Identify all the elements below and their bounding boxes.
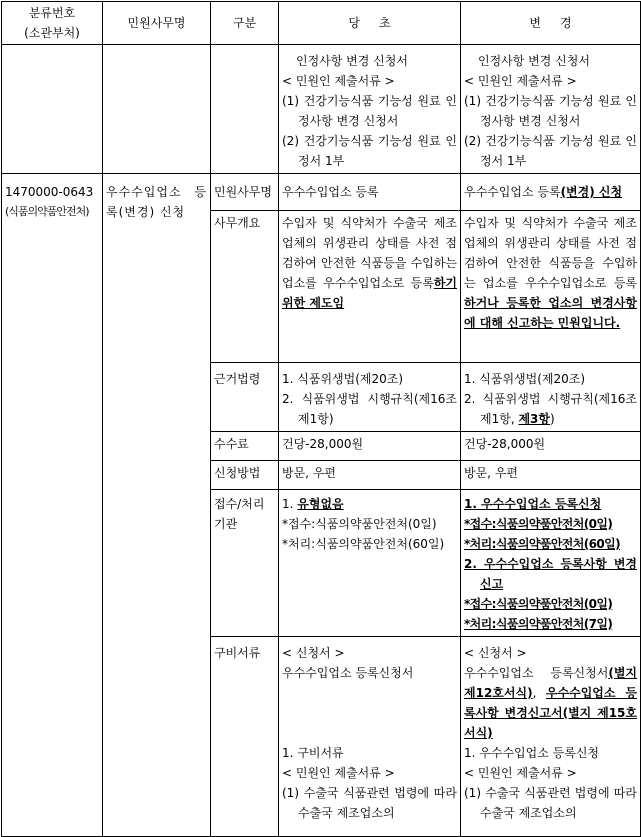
after-docs-header: < 신청서 >: [464, 646, 527, 660]
after-agency-line: 2. 우수수입업소 등록사항 변경신고: [464, 557, 637, 591]
after-agency-line: *접수:식품의약품안전처(0일): [464, 517, 613, 531]
after-docs-form-sep: ,: [532, 686, 546, 700]
after-agency: [461, 490, 641, 637]
after-docs-form-change: 우수수입업소 등록사항 변경신고서(별지 제15호서식): [464, 686, 637, 740]
after-law-item: [464, 389, 637, 429]
before-docs-item: (1) 수출국 식품관련 법령에 따라 수출국 제조업소의: [282, 786, 457, 820]
after-law-item: 1. 식품위생법(제20조): [464, 372, 586, 386]
before-doc-item: (2) 건강기능식품 기능성 원료 인정서 1부: [282, 134, 457, 168]
after-affair-name-text: 우수수입업소 등록: [464, 185, 561, 199]
after-agency-line: *접수:식품의약품안전처(0일): [464, 597, 613, 611]
before-summary: [279, 211, 461, 363]
before-agency-process: *처리:식품의약품안전처(60일): [282, 537, 445, 551]
after-title: 인정사항 변경 신청서: [478, 54, 590, 68]
before-law-item: 2. 식품위생법 시행규칙(제16조 제1항): [282, 392, 457, 426]
label-docs: 구비서류: [211, 637, 279, 837]
before-docs-spacer: [282, 723, 457, 743]
after-docs-form: [464, 663, 637, 743]
header-classification: [2, 2, 103, 45]
before-doc-item: (1) 건강기능식품 기능성 원료 인정사항 변경 신청서: [282, 94, 457, 128]
civil-affairs-comparison-table: [1, 1, 641, 837]
record-name: 우수수입업소 등록(변경) 신청: [106, 185, 207, 219]
before-docs-spacer: [282, 703, 457, 723]
after-agency-line: 1. 우수수입업소 등록신청: [464, 497, 602, 511]
continued-empty-3: [211, 45, 279, 174]
after-affair-name-change: (변경) 신청: [560, 185, 623, 199]
before-docs-items-title: 1. 구비서류: [282, 746, 344, 760]
label-method: 신청방법: [211, 461, 279, 490]
before-title: 인정사항 변경 신청서: [296, 54, 408, 68]
after-affair-name: [461, 174, 641, 211]
continued-after: [461, 45, 641, 174]
record-name-cell: [103, 174, 211, 837]
header-before: 당 초: [279, 2, 461, 45]
header-ministry-label: (소관부처): [24, 26, 80, 40]
after-summary-change: 하거나 등록한 업소의 변경사항에 대해 신고하는 민원입니다.: [464, 296, 637, 330]
label-fee: 수수료: [211, 432, 279, 461]
before-docs-form: 우수수입업소 등록신청서: [282, 666, 414, 680]
after-docs: [461, 637, 641, 837]
header-category: 구분: [211, 2, 279, 45]
after-docs-item: (1) 수출국 식품관련 법령에 따라 수출국 제조업소의: [464, 786, 637, 820]
after-agency-line: *처리:식품의약품안전처(7일): [464, 617, 613, 631]
after-doc-item: (2) 건강기능식품 기능성 원료 인정서 1부: [464, 134, 637, 168]
before-agency-receipt: *접수:식품의약품안전처(0일): [282, 517, 437, 531]
record-code-cell: [2, 174, 103, 837]
continued-row: [2, 45, 641, 174]
before-docs-spacer: [282, 683, 457, 703]
label-summary: 사무개요: [211, 211, 279, 363]
after-method: 방문, 우편: [461, 461, 641, 490]
before-agency-type: [282, 494, 457, 514]
before-docs-header: < 민원인 제출서류 >: [282, 74, 395, 88]
after-docs-items-title: 1. 우수수입업소 등록신청: [464, 746, 599, 760]
before-agency-num: 1.: [282, 497, 298, 511]
continued-empty-1: [2, 45, 103, 174]
label-law: 근거법령: [211, 363, 279, 432]
after-law: [461, 363, 641, 432]
after-docs-sub-header: < 민원인 제출서류 >: [464, 766, 577, 780]
record-code: 1470000-0643: [5, 185, 94, 199]
before-law: [279, 363, 461, 432]
after-agency-line: *처리:식품의약품안전처(60일): [464, 537, 621, 551]
continued-before: [279, 45, 461, 174]
label-agency: 접수/처리 기관: [211, 490, 279, 637]
before-docs: [279, 637, 461, 837]
before-summary-text: 수입자 및 식약처가 수출국 제조업체의 위생관리 상태를 사전 점검하여 안전한 식품등을 수입하는 업소를 우수수입업소로 등록: [282, 216, 457, 290]
label-affair-name: 민원사무명: [211, 174, 279, 211]
after-law-item-change: 제3항: [518, 412, 550, 426]
header-after: 변 경: [461, 2, 641, 45]
before-affair-name: 우수수입업소 등록: [279, 174, 461, 211]
before-method: 방문, 우편: [279, 461, 461, 490]
header-affair-name: 민원사무명: [103, 2, 211, 45]
after-summary: [461, 211, 641, 363]
before-summary-change: 하기 위한 제도임: [282, 276, 457, 310]
after-law-item-end: ): [550, 412, 555, 426]
after-law-item-text: 2. 식품위생법 시행규칙(제16조 제1항,: [464, 392, 637, 426]
before-agency-change: 유형없음: [297, 497, 344, 511]
row-affair-name: [2, 174, 641, 211]
after-docs-form-text: 우수수입업소 등록신청서: [464, 666, 609, 680]
before-law-item: 1. 식품위생법(제20조): [282, 372, 404, 386]
before-docs-sub-header: < 민원인 제출서류 >: [282, 766, 395, 780]
after-docs-header: < 민원인 제출서류 >: [464, 74, 577, 88]
header-row: [2, 2, 641, 45]
after-summary-text: 수입자 및 식약처가 수출국 제조업체의 위생관리 상태를 사전 점검하여 안전한 식품등을 수입하는 업소를 우수수입업소로 등록: [464, 216, 637, 290]
after-doc-item: (1) 건강기능식품 기능성 원료 인정사항 변경 신청서: [464, 94, 637, 128]
after-docs-form-change: (별지 제12호서식): [464, 666, 637, 700]
header-classification-label: 분류번호: [28, 6, 76, 20]
record-ministry: (식품의약품안전처): [5, 205, 89, 218]
before-agency: [279, 490, 461, 637]
continued-empty-2: [103, 45, 211, 174]
before-fee: 건당-28,000원: [279, 432, 461, 461]
after-fee: 건당-28,000원: [461, 432, 641, 461]
before-docs-header: < 신청서 >: [282, 646, 345, 660]
